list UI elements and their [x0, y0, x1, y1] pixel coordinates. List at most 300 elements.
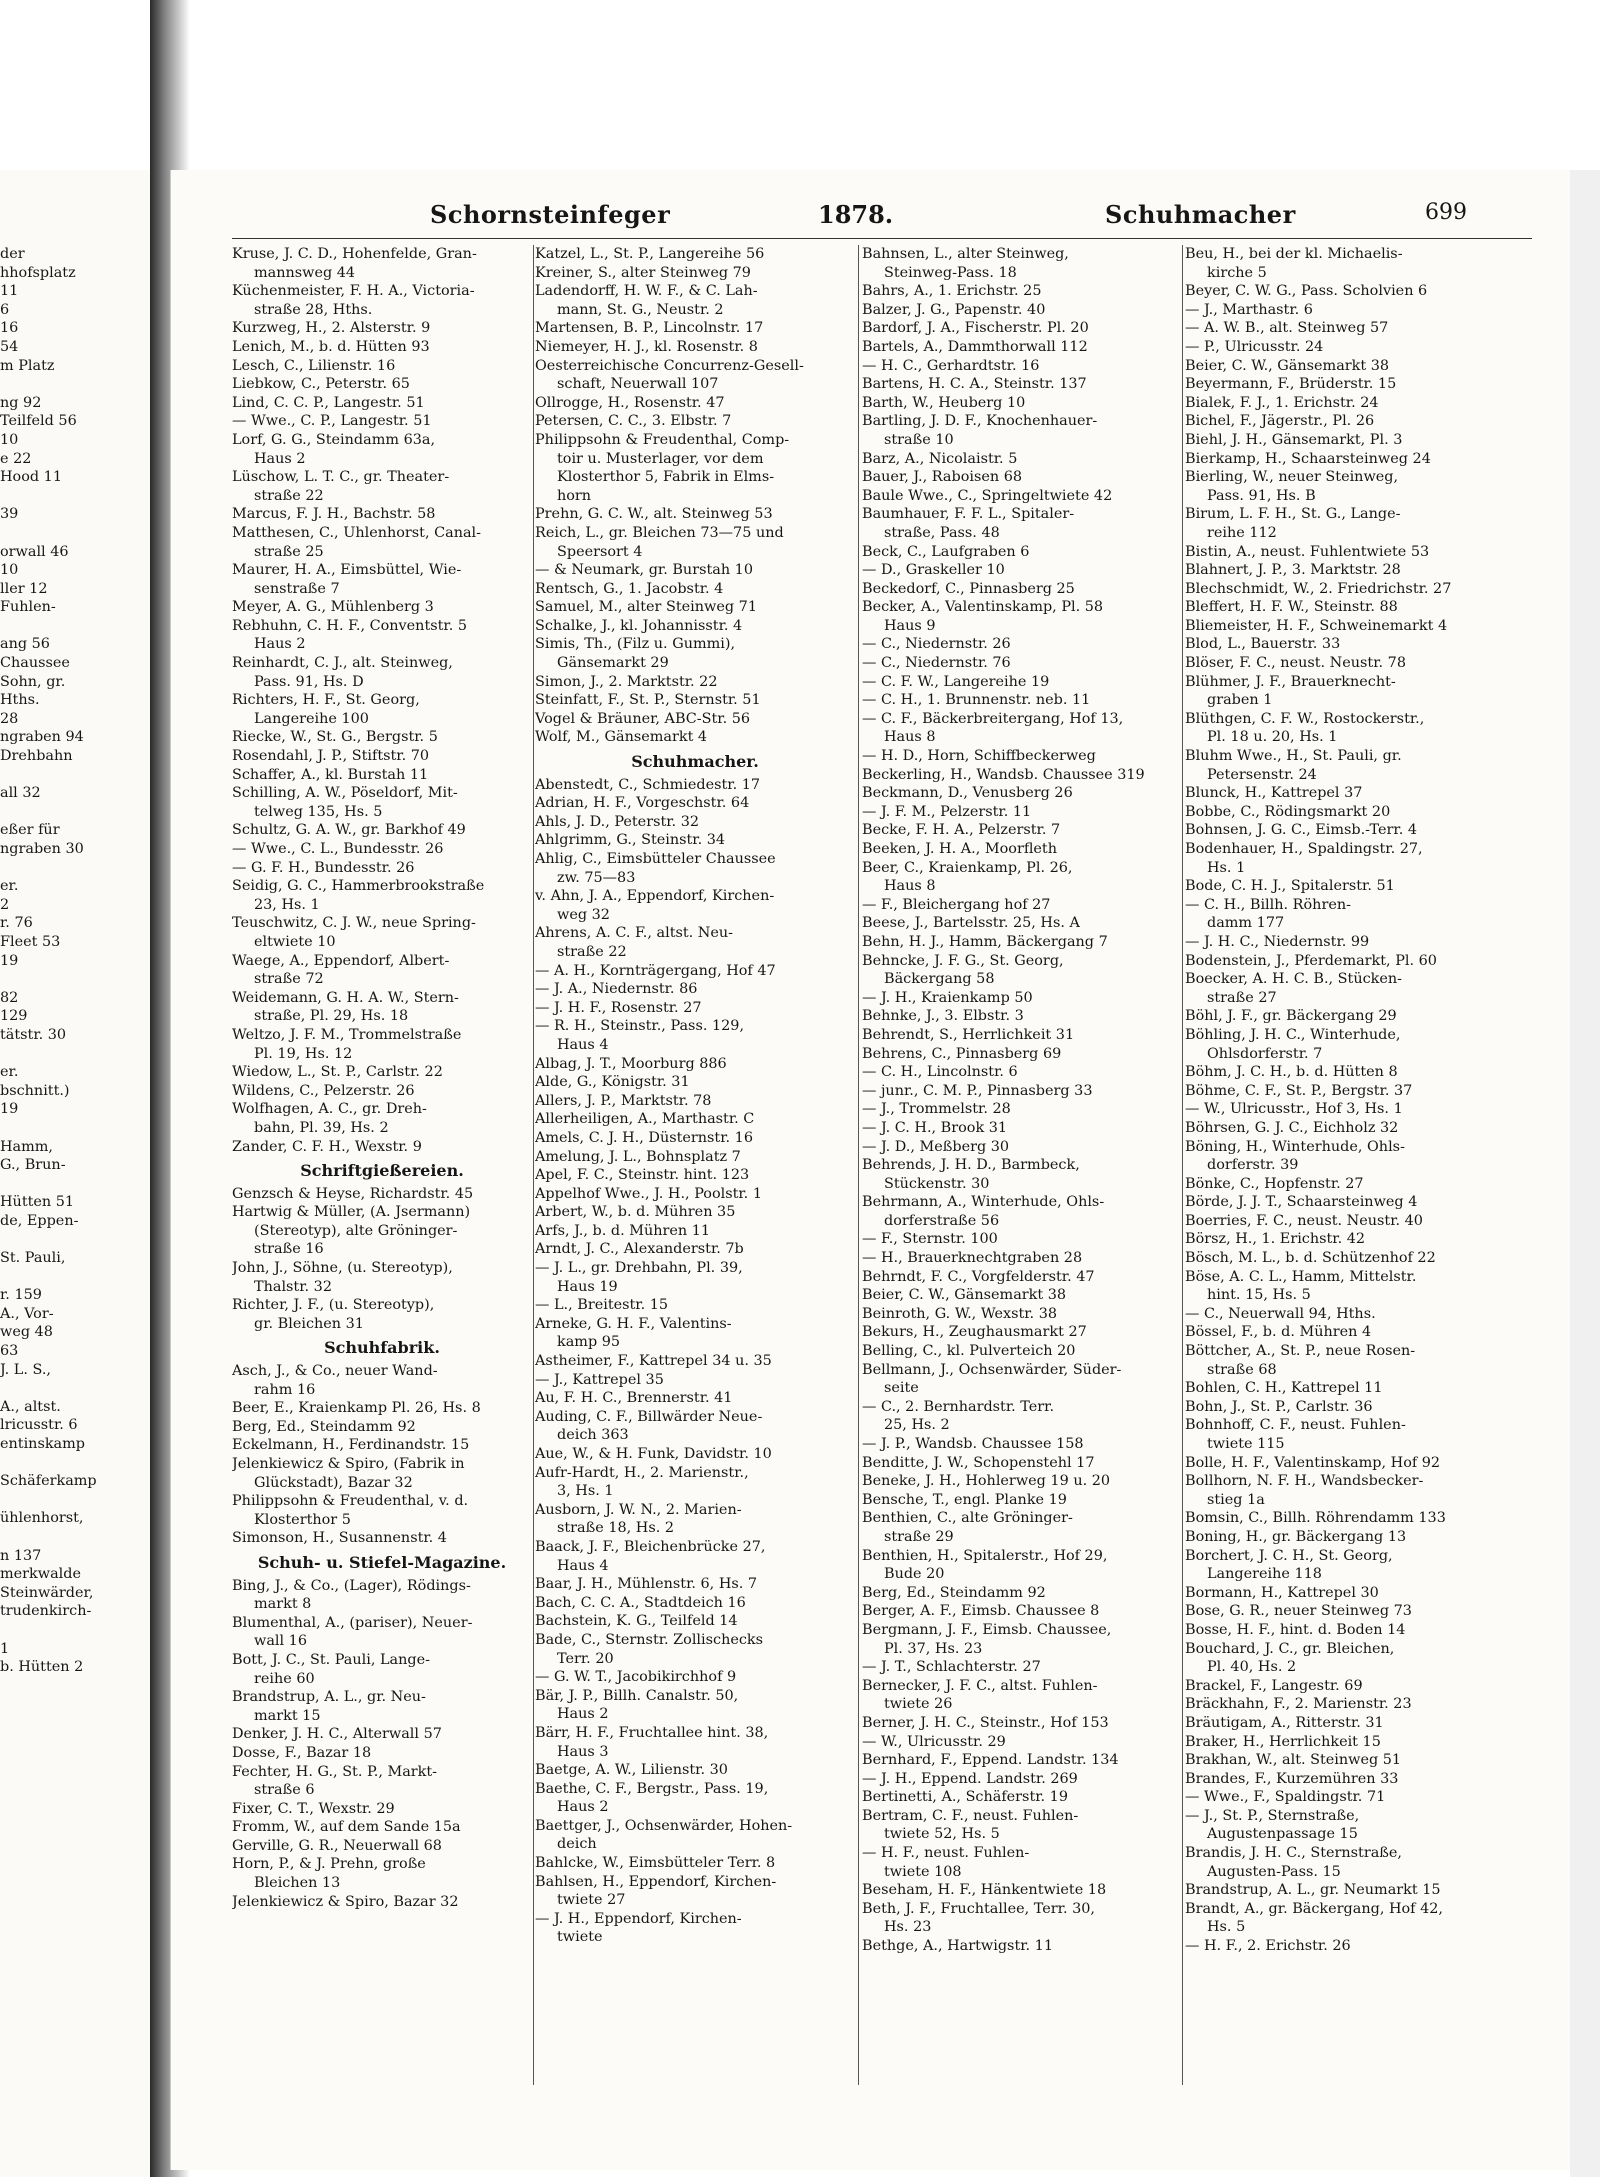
directory-line: Bösch, M. L., b. d. Schützenhof 22	[1185, 1250, 1436, 1267]
directory-line: 39	[0, 506, 19, 523]
directory-line: horn	[557, 487, 592, 504]
directory-line: Börde, J. J. T., Schaarsteinweg 4	[1185, 1194, 1418, 1211]
directory-line: Vogel & Bräuner, ABC-Str. 56	[535, 710, 751, 727]
directory-line: ller 12	[0, 580, 48, 597]
directory-line: Beier, C. W., Gänsemarkt 38	[1185, 357, 1390, 374]
directory-line: straße 6	[254, 1782, 315, 1799]
directory-line: Richters, H. F., St. Georg,	[232, 692, 420, 709]
directory-line: Behrmann, A., Winterhude, Ohls-	[862, 1194, 1105, 1211]
directory-line: — A. W. B., alt. Steinweg 57	[1185, 320, 1389, 337]
directory-line: Böhrsen, G. J. C., Eichholz 32	[1185, 1119, 1399, 1136]
directory-line: straße 68	[1207, 1361, 1277, 1378]
directory-line: — G. W. T., Jacobikirchhof 9	[535, 1669, 737, 1686]
directory-line: Arndt, J. C., Alexanderstr. 7b	[535, 1241, 744, 1258]
directory-line: weg 48	[0, 1324, 53, 1341]
directory-line: Bergmann, J. F., Eimsb. Chaussee,	[862, 1621, 1112, 1638]
directory-line: Martensen, B. P., Lincolnstr. 17	[535, 320, 764, 337]
directory-line: straße 18, Hs. 2	[557, 1520, 675, 1537]
directory-line: Blöser, F. C., neust. Neustr. 78	[1185, 655, 1406, 672]
directory-line: straße 22	[557, 943, 627, 960]
directory-line: Berner, J. H. C., Steinstr., Hof 153	[862, 1714, 1109, 1731]
page-number: 699	[1425, 200, 1467, 225]
directory-line: Benditte, J. W., Schopenstehl 17	[862, 1454, 1095, 1471]
directory-line: markt 15	[254, 1707, 321, 1724]
directory-line: Wiedow, L., St. P., Carlstr. 22	[232, 1064, 443, 1081]
directory-line: Haus 2	[254, 450, 306, 467]
directory-line: Bude 20	[884, 1566, 945, 1583]
directory-line: Lesch, C., Lilienstr. 16	[232, 357, 396, 374]
directory-line: Beinroth, G. W., Wexstr. 38	[862, 1305, 1058, 1322]
directory-line: — J. H. C., Niedernstr. 99	[1185, 933, 1370, 950]
directory-line: r. 76	[0, 915, 33, 932]
directory-line: Baack, J. F., Bleichenbrücke 27,	[535, 1538, 766, 1555]
directory-line: Boning, H., gr. Bäckergang 13	[1185, 1528, 1407, 1545]
directory-line: Böttcher, A., St. P., neue Rosen-	[1185, 1343, 1416, 1360]
directory-line: rahm 16	[254, 1381, 316, 1398]
directory-line: Baettger, J., Ochsenwärder, Hohen-	[535, 1817, 793, 1834]
directory-line: twiete 27	[557, 1892, 626, 1909]
directory-line: 16	[0, 320, 19, 337]
directory-line: twiete	[557, 1929, 603, 1946]
directory-line: Niemeyer, H. J., kl. Rosenstr. 8	[535, 338, 758, 355]
directory-line: Berg, Ed., Steindamm 92	[232, 1418, 416, 1435]
directory-line: Prehn, G. C. W., alt. Steinweg 53	[535, 506, 773, 523]
directory-line: Haus 9	[884, 617, 936, 634]
directory-line: — A. H., Kornträgergang, Hof 47	[535, 962, 776, 979]
directory-line: Teuschwitz, C. J. W., neue Spring-	[232, 915, 476, 932]
directory-line: Matthesen, C., Uhlenhorst, Canal-	[232, 524, 482, 541]
directory-line: senstraße 7	[254, 580, 340, 597]
directory-line: Bobbe, C., Rödingsmarkt 20	[1185, 803, 1391, 820]
directory-line: straße 28, Hths.	[254, 301, 373, 318]
directory-line: Bär, J. P., Billh. Canalstr. 50,	[535, 1687, 739, 1704]
directory-line: Bomsin, C., Billh. Röhrendamm 133	[1185, 1510, 1446, 1527]
directory-line: Teilfeld 56	[0, 413, 77, 430]
directory-line: Denker, J. H. C., Alterwall 57	[232, 1726, 442, 1743]
directory-line: — C., 2. Bernhardstr. Terr.	[862, 1398, 1055, 1415]
column-facing-page	[0, 245, 125, 2145]
directory-line: ng 92	[0, 394, 42, 411]
directory-line: Bott, J. C., St. Pauli, Lange-	[232, 1651, 430, 1668]
directory-line: Hamm,	[0, 1138, 53, 1155]
directory-line: Bartens, H. C. A., Steinstr. 137	[862, 376, 1087, 393]
directory-line: kamp 95	[557, 1334, 621, 1351]
directory-line: Philippsohn & Freudenthal, v. d.	[232, 1493, 469, 1510]
directory-line: — C., Neuerwall 94, Hths.	[1185, 1305, 1376, 1322]
directory-line: Schaffer, A., kl. Burstah 11	[232, 766, 429, 783]
directory-line: Kreiner, S., alter Steinweg 79	[535, 264, 751, 281]
directory-line: mann, St. G., Neustr. 2	[557, 301, 724, 318]
directory-line: Asch, J., & Co., neuer Wand-	[232, 1363, 438, 1380]
directory-line: — C., Niedernstr. 76	[862, 655, 1011, 672]
directory-line	[0, 970, 125, 989]
directory-line: zw. 75—83	[557, 869, 636, 886]
directory-line: Küchenmeister, F. H. A., Victoria-	[232, 283, 475, 300]
directory-line: Bauer, J., Raboisen 68	[862, 469, 1023, 486]
directory-line: Beier, C. W., Gänsemarkt 38	[862, 1287, 1067, 1304]
directory-line: Fechter, H. G., St. P., Markt-	[232, 1763, 438, 1780]
directory-line: Böning, H., Winterhude, Ohls-	[1185, 1138, 1405, 1155]
directory-line: Behncke, J. F. G., St. Georg,	[862, 952, 1064, 969]
directory-line: reihe 60	[254, 1670, 315, 1687]
directory-line: Becker, A., Valentinskamp, Pl. 58	[862, 599, 1104, 616]
directory-line: Bardorf, J. A., Fischerstr. Pl. 20	[862, 320, 1089, 337]
directory-line: stieg 1a	[1207, 1491, 1265, 1508]
directory-line: Böhl, J. F., gr. Bäckergang 29	[1185, 1008, 1397, 1025]
directory-line: Klosterthor 5, Fabrik in Elms-	[557, 469, 775, 486]
directory-line: Hood 11	[0, 469, 62, 486]
header-rule	[232, 238, 1532, 239]
directory-line: Petersenstr. 24	[1207, 766, 1317, 783]
directory-line: Baetge, A. W., Lilienstr. 30	[535, 1762, 728, 1779]
directory-line: Kurzweg, H., 2. Alsterstr. 9	[232, 320, 431, 337]
directory-line: Amels, C. J. H., Düsternstr. 16	[535, 1129, 753, 1146]
directory-line: Becke, F. H. A., Pelzerstr. 7	[862, 822, 1061, 839]
directory-line: Simon, J., 2. Marktstr. 22	[535, 673, 718, 690]
directory-line: — F., Bleichergang hof 27	[862, 896, 1051, 913]
directory-line: Arfs, J., b. d. Mühren 11	[535, 1222, 711, 1239]
directory-line: Bierling, W., neuer Steinweg,	[1185, 469, 1399, 486]
directory-line: schaft, Neuerwall 107	[557, 376, 719, 393]
section-heading: Schuhfabrik.	[324, 1339, 440, 1358]
directory-line: Barz, A., Nicolaistr. 5	[862, 450, 1018, 467]
directory-line: — J. H. F., Rosenstr. 27	[535, 999, 702, 1016]
directory-line: Steinweg-Pass. 18	[884, 264, 1017, 281]
directory-line: bahn, Pl. 39, Hs. 2	[254, 1119, 389, 1136]
directory-line: — J. A., Niedernstr. 86	[535, 981, 698, 998]
directory-line: Beu, H., bei der kl. Michaelis-	[1185, 246, 1403, 262]
directory-line: dorferstraße 56	[884, 1212, 1000, 1229]
directory-line: J. L. S.,	[0, 1361, 51, 1378]
directory-line: Böhme, C. F., St. P., Bergstr. 37	[1185, 1082, 1413, 1099]
directory-line: — C. F., Bäckerbreitergang, Hof 13,	[862, 710, 1124, 727]
directory-line: A., altst.	[0, 1398, 61, 1415]
directory-line: Beth, J. F., Fruchtallee, Terr. 30,	[862, 1900, 1095, 1917]
directory-line: Gerville, G. R., Neuerwall 68	[232, 1837, 442, 1854]
directory-line: 54	[0, 338, 19, 355]
directory-line: Au, F. H. C., Brennerstr. 41	[535, 1390, 733, 1407]
directory-line: Bertinetti, A., Schäferstr. 19	[862, 1789, 1068, 1806]
directory-line: Adrian, H. F., Vorgeschstr. 64	[535, 795, 750, 812]
directory-line: deich	[557, 1836, 597, 1853]
directory-line: — C. F. W., Langereihe 19	[862, 673, 1050, 690]
directory-line: Bössel, F., b. d. Mühren 4	[1185, 1324, 1372, 1341]
directory-line: Lüschow, L. T. C., gr. Theater-	[232, 469, 450, 486]
running-header	[250, 200, 1510, 240]
directory-line: Aue, W., & H. Funk, Davidstr. 10	[535, 1446, 772, 1462]
column-3	[862, 245, 1180, 2145]
directory-line: Drehbahn	[0, 748, 73, 765]
directory-line: Jelenkiewicz & Spiro, Bazar 32	[232, 1893, 459, 1910]
directory-line: — J. F. M., Pelzerstr. 11	[862, 803, 1032, 820]
directory-line: Blüthgen, C. F. W., Rostockerstr.,	[1185, 710, 1425, 727]
directory-line: Bliemeister, H. F., Schweinemarkt 4	[1185, 617, 1448, 634]
directory-line: Bräutigam, A., Ritterstr. 31	[1185, 1714, 1384, 1731]
directory-line: Rentsch, G., 1. Jacobstr. 4	[535, 580, 724, 597]
column-rule	[533, 245, 534, 2085]
directory-line: — J. H., Eppend. Landstr. 269	[862, 1770, 1078, 1787]
directory-line: Fuhlen-	[0, 599, 56, 616]
directory-line: Bernhard, F., Eppend. Landstr. 134	[862, 1752, 1119, 1769]
directory-line: Berg, Ed., Steindamm 92	[862, 1584, 1046, 1601]
directory-line: straße 29	[884, 1528, 954, 1545]
directory-line: Oesterreichische Concurrenz-Gesell-	[535, 357, 804, 374]
directory-line: — J., Kattrepel 35	[535, 1371, 664, 1388]
directory-line: Bolle, H. F., Valentinskamp, Hof 92	[1185, 1454, 1441, 1471]
directory-line: Alde, G., Königstr. 31	[535, 1074, 690, 1091]
directory-line: b. Hütten 2	[0, 1659, 84, 1676]
directory-line: Haus 2	[254, 636, 306, 653]
directory-line: 82	[0, 989, 19, 1006]
directory-line: Brandt, A., gr. Bäckergang, Hof 42,	[1185, 1900, 1443, 1917]
directory-line: Fromm, W., auf dem Sande 15a	[232, 1819, 461, 1836]
directory-line: Aufr-Hardt, H., 2. Marienstr.,	[535, 1464, 749, 1481]
directory-line: — G. F. H., Bundesstr. 26	[232, 859, 415, 876]
directory-line: Fixer, C. T., Wexstr. 29	[232, 1800, 395, 1817]
directory-line: Böhm, J. C. H., b. d. Hütten 8	[1185, 1064, 1398, 1081]
directory-line: Speersort 4	[557, 543, 643, 560]
directory-line: Bodenstein, J., Pferdemarkt, Pl. 60	[1185, 952, 1437, 969]
directory-line: — H. F., neust. Fuhlen-	[862, 1845, 1030, 1862]
directory-line: Belling, C., kl. Pulverteich 20	[862, 1343, 1076, 1360]
directory-line: twiete 108	[884, 1863, 962, 1880]
directory-line: Haus 3	[557, 1743, 609, 1760]
directory-line	[0, 766, 125, 785]
directory-line: Bartels, A., Dammthorwall 112	[862, 338, 1088, 355]
directory-line: Beer, E., Kraienkamp Pl. 26, Hs. 8	[232, 1400, 481, 1417]
directory-line: reihe 112	[1207, 524, 1277, 541]
directory-line: 3, Hs. 1	[557, 1483, 614, 1500]
directory-line: — J., Marthastr. 6	[1185, 301, 1313, 318]
directory-line: — C. H., 1. Brunnenstr. neb. 11	[862, 692, 1091, 709]
directory-line: A., Vor-	[0, 1305, 54, 1322]
directory-line: Petersen, C. C., 3. Elbstr. 7	[535, 413, 732, 430]
directory-line	[0, 1379, 125, 1398]
directory-line: Wolfhagen, A. C., gr. Dreh-	[232, 1101, 427, 1118]
directory-line: r. 159	[0, 1287, 42, 1304]
directory-line: — junr., C. M. P., Pinnasberg 33	[862, 1082, 1093, 1099]
directory-line: straße 10	[884, 431, 954, 448]
directory-line: straße 72	[254, 971, 324, 988]
directory-line: twiete 26	[884, 1696, 953, 1713]
directory-line: Baumhauer, F. F. L., Spitaler-	[862, 506, 1075, 523]
header-right-title: Schuhmacher	[1105, 200, 1296, 229]
directory-line: Dosse, F., Bazar 18	[232, 1744, 372, 1761]
column-rule	[858, 245, 859, 2085]
directory-line: Simis, Th., (Filz u. Gummi),	[535, 636, 736, 653]
directory-line: Brandstrup, A. L., gr. Neumarkt 15	[1185, 1882, 1441, 1899]
directory-line: 10	[0, 562, 19, 579]
directory-line: 19	[0, 1101, 19, 1118]
directory-line: Sohn, gr.	[0, 673, 66, 690]
directory-line: deich 363	[557, 1427, 629, 1444]
directory-line: Behnke, J., 3. Elbstr. 3	[862, 1008, 1024, 1025]
directory-line: Schilling, A. W., Pöseldorf, Mit-	[232, 785, 458, 802]
directory-line: Schäferkamp	[0, 1473, 97, 1490]
directory-line: Beck, C., Laufgraben 6	[862, 543, 1030, 560]
directory-line: Berger, A. F., Eimsb. Chaussee 8	[862, 1603, 1100, 1620]
directory-line: ngraben 94	[0, 729, 84, 746]
directory-line: 25, Hs. 2	[884, 1417, 950, 1434]
section-heading: Schuh- u. Stiefel-Magazine.	[257, 1553, 507, 1572]
directory-line: Abenstedt, C., Schmiedestr. 17	[535, 776, 761, 793]
directory-line: Bosse, H. F., hint. d. Boden 14	[1185, 1621, 1406, 1638]
directory-line: Glückstadt), Bazar 32	[254, 1474, 413, 1491]
directory-line: ngraben 30	[0, 841, 84, 857]
directory-line: Klosterthor 5	[254, 1511, 351, 1528]
directory-line: mannsweg 44	[254, 264, 356, 281]
directory-line: Simonson, H., Susannenstr. 4	[232, 1530, 447, 1547]
directory-line: Ahlig, C., Eimsbütteler Chaussee	[535, 851, 776, 867]
directory-line: Böhling, J. H. C., Winterhude,	[1185, 1026, 1401, 1043]
directory-line: Biehl, J. H., Gänsemarkt, Pl. 3	[1185, 431, 1403, 448]
directory-line: — C. H., Billh. Röhren-	[1185, 896, 1351, 913]
directory-line: Haus 8	[884, 878, 936, 895]
directory-line: Bouchard, J. C., gr. Bleichen,	[1185, 1640, 1395, 1657]
directory-line: Blechschmidt, W., 2. Friedrichstr. 27	[1185, 580, 1452, 597]
directory-line: Boerries, F. C., neust. Neustr. 40	[1185, 1212, 1423, 1229]
directory-line: wall 16	[254, 1633, 307, 1650]
directory-line: weg 32	[557, 906, 610, 923]
directory-line: — D., Graskeller 10	[862, 562, 1005, 579]
directory-line: Blumenthal, A., (pariser), Neuer-	[232, 1614, 473, 1631]
directory-line: damm 177	[1207, 915, 1285, 932]
directory-line: Bönke, C., Hopfenstr. 27	[1185, 1175, 1364, 1192]
directory-line: lricusstr. 6	[0, 1417, 78, 1434]
directory-line: Riecke, W., St. G., Bergstr. 5	[232, 729, 438, 746]
directory-line: Bollhorn, N. F. H., Wandsbecker-	[1185, 1473, 1424, 1490]
directory-line: Blunck, H., Kattrepel 37	[1185, 785, 1363, 802]
directory-line: Bade, C., Sternstr. Zollischecks	[535, 1631, 764, 1648]
directory-line: Horn, P., & J. Prehn, große	[232, 1856, 426, 1873]
directory-line: twiete 115	[1207, 1436, 1285, 1452]
directory-line: n 137	[0, 1547, 42, 1564]
directory-line: Apel, F. C., Steinstr. hint. 123	[535, 1167, 750, 1184]
directory-line: Bernecker, J. F. C., altst. Fuhlen-	[862, 1677, 1098, 1694]
directory-line: 10	[0, 431, 19, 448]
directory-line: Braker, H., Herrlichkeit 15	[1185, 1733, 1381, 1750]
directory-line: Schultz, G. A. W., gr. Barkhof 49	[232, 822, 466, 839]
directory-line: Appelhof Wwe., J. H., Poolstr. 1	[535, 1185, 762, 1202]
directory-line: — P., Ulricusstr. 24	[1185, 338, 1324, 355]
directory-line: Weidemann, G. H. A. W., Stern-	[232, 989, 459, 1006]
directory-line: Brandstrup, A. L., gr. Neu-	[232, 1689, 426, 1706]
directory-line: — J., St. P., Sternstraße,	[1185, 1807, 1360, 1824]
directory-line: Hütten 51	[0, 1194, 75, 1211]
directory-line: Augusten-Pass. 15	[1207, 1863, 1341, 1880]
directory-line: Lenich, M., b. d. Hütten 93	[232, 338, 430, 355]
directory-line	[0, 859, 125, 878]
directory-line: Reich, L., gr. Bleichen 73—75 und	[535, 524, 784, 541]
column-rule	[1182, 245, 1183, 2085]
directory-line: Beseham, H. F., Hänkentwiete 18	[862, 1882, 1107, 1899]
directory-line	[0, 1528, 125, 1547]
directory-line: Bormann, H., Kattrepel 30	[1185, 1584, 1379, 1601]
directory-line: — J. C. H., Brook 31	[862, 1119, 1008, 1136]
directory-line: straße, Pl. 29, Hs. 18	[254, 1008, 409, 1025]
directory-line: Behrendt, S., Herrlichkeit 31	[862, 1026, 1075, 1043]
directory-line: Ahlgrimm, G., Steinstr. 34	[535, 832, 726, 849]
directory-line: Haus 2	[557, 1799, 609, 1816]
directory-line: Baar, J. H., Mühlenstr. 6, Hs. 7	[535, 1576, 758, 1593]
header-left-title: Schornsteinfeger	[430, 200, 671, 229]
directory-line: eßer für	[0, 822, 60, 839]
directory-line: Benthien, C., alte Gröninger-	[862, 1510, 1073, 1527]
directory-line: Hths.	[0, 692, 40, 709]
directory-line	[0, 617, 125, 636]
directory-line: Pl. 19, Hs. 12	[254, 1045, 353, 1062]
directory-line: 63	[0, 1343, 19, 1360]
directory-line: Beese, J., Bartelsstr. 25, Hs. A	[862, 915, 1080, 932]
directory-line: Beer, C., Kraienkamp, Pl. 26,	[862, 859, 1073, 876]
directory-line: Rebhuhn, C. H. F., Conventstr. 5	[232, 617, 468, 634]
directory-line: twiete 52, Hs. 5	[884, 1826, 1000, 1843]
directory-line: Langereihe 118	[1207, 1566, 1322, 1583]
directory-line	[0, 1491, 125, 1510]
directory-line: Bärr, H. F., Fruchtallee hint. 38,	[535, 1724, 769, 1741]
directory-line: John, J., Söhne, (u. Stereotyp),	[232, 1260, 453, 1277]
directory-line: Blahnert, J. P., 3. Marktstr. 28	[1185, 562, 1401, 579]
directory-line: Allerheiligen, A., Marthastr. C	[535, 1111, 755, 1128]
directory-line: 19	[0, 952, 19, 969]
directory-line: Bing, J., & Co., (Lager), Rödings-	[232, 1577, 471, 1594]
directory-line: Bose, G. R., neuer Steinweg 73	[1185, 1603, 1412, 1620]
directory-line: straße 27	[1207, 989, 1277, 1006]
directory-line: — J. P., Wandsb. Chaussee 158	[862, 1436, 1084, 1452]
directory-line: Bäckergang 58	[884, 971, 995, 988]
directory-line: Steinwärder,	[0, 1584, 94, 1601]
directory-line: Reinhardt, C. J., alt. Steinweg,	[232, 655, 453, 672]
directory-line: Zander, C. F. H., Wexstr. 9	[232, 1138, 422, 1155]
directory-line: Beneke, J. H., Hohlerweg 19 u. 20	[862, 1473, 1111, 1490]
directory-line: Pl. 18 u. 20, Hs. 1	[1207, 729, 1338, 746]
directory-line: orwall 46	[0, 543, 69, 560]
directory-line: Beckerling, H., Wandsb. Chaussee 319	[862, 766, 1145, 783]
directory-line: 129	[0, 1008, 28, 1025]
directory-line: Bachstein, K. G., Teilfeld 14	[535, 1613, 738, 1630]
directory-line: bschnitt.)	[0, 1082, 70, 1099]
directory-line: Meyer, A. G., Mühlenberg 3	[232, 599, 434, 616]
directory-line: seite	[884, 1380, 919, 1397]
directory-line: tätstr. 30	[0, 1026, 67, 1043]
directory-line: Rosendahl, J. P., Stiftstr. 70	[232, 748, 430, 765]
directory-line: Waege, A., Eppendorf, Albert-	[232, 952, 450, 969]
directory-line: Lorf, G. G., Steindamm 63a,	[232, 431, 436, 448]
directory-line: de, Eppen-	[0, 1212, 79, 1229]
directory-line: Liebkow, C., Peterstr. 65	[232, 376, 410, 393]
directory-line: Balzer, J. G., Papenstr. 40	[862, 301, 1046, 318]
directory-line: Benthien, H., Spitalerstr., Hof 29,	[862, 1547, 1108, 1564]
directory-line: Samuel, M., alter Steinweg 71	[535, 599, 757, 616]
directory-line: Auding, C. F., Billwärder Neue-	[535, 1408, 763, 1425]
directory-line: Hs. 5	[1207, 1919, 1246, 1936]
directory-line: 2	[0, 896, 10, 913]
directory-line: (Stereotyp), alte Gröninger-	[254, 1222, 458, 1239]
directory-line: Bellmann, J., Ochsenwärder, Süder-	[862, 1361, 1122, 1378]
directory-line: Ladendorff, H. W. F., & C. Lah-	[535, 283, 758, 300]
directory-line: er.	[0, 1064, 19, 1081]
directory-line: Baule Wwe., C., Springeltwiete 42	[862, 487, 1113, 504]
directory-line: Bohn, J., St. P., Carlstr. 36	[1185, 1398, 1373, 1415]
directory-line: Bahnsen, L., alter Steinweg,	[862, 246, 1069, 262]
directory-line: Arbert, W., b. d. Mühren 35	[535, 1204, 736, 1221]
directory-line	[0, 803, 125, 822]
directory-line: Barth, W., Heuberg 10	[862, 394, 1026, 411]
directory-line: Pl. 40, Hs. 2	[1207, 1659, 1297, 1676]
directory-line: — Wwe., C. L., Bundesstr. 26	[232, 841, 444, 857]
directory-line: Terr. 20	[557, 1650, 614, 1667]
directory-line: Haus 8	[884, 729, 936, 746]
